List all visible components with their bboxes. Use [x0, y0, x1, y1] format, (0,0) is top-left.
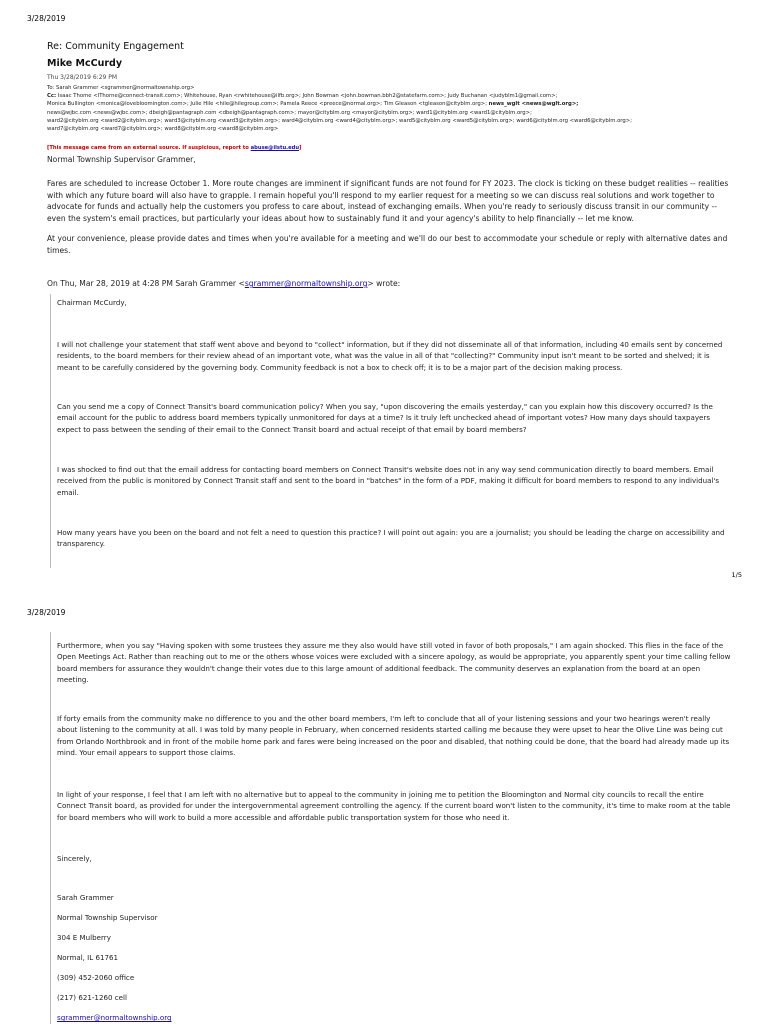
sender-email-link[interactable]: sgrammer@normaltownship.org	[244, 279, 368, 288]
external-source-warning: [This message came from an external source. If suspicious, report to abuse@ilstu.edu]	[47, 145, 302, 151]
signature-city: Normal, IL 61761	[57, 953, 119, 962]
cc-line: ward7@cityblm.org <ward7@cityblm.org>; ward8@cityblm.org <ward8@cityblm.org>	[47, 126, 279, 133]
quoted-salutation: Chairman McCurdy,	[57, 298, 127, 307]
signature-email	[57, 1012, 732, 1023]
quote-header: On Thu, Mar 28, 2019 at 4:28 PM Sarah Grammer <sgrammer@normaltownship.org> wrote:	[47, 279, 401, 288]
cc-line: Monica Bullington <monica@lovebloomington.com>; Julie Hile <hile@hilegroup.com>; Pamela Reece <preece@normal.org>; Tim Gleason <tgleason@cityblm.org>; news_wglt <news@wglt.org>;	[47, 101, 579, 108]
signature-office-phone: (309) 452-2060 office	[57, 973, 135, 982]
report-abuse-link[interactable]: abuse@ilstu.edu	[250, 145, 300, 151]
email-sent-date: Thu 3/28/2019 6:29 PM	[47, 74, 118, 81]
printed-page-2	[0, 600, 768, 1024]
signature-title: Normal Township Supervisor	[57, 913, 158, 922]
page-number: 1/5	[731, 571, 742, 579]
cc-label: Cc:	[47, 93, 57, 100]
quote-bar	[50, 632, 51, 1024]
signature-name: Sarah Grammer	[57, 893, 114, 902]
signature-cell-phone: (217) 621-1260 cell	[57, 993, 127, 1002]
quoted-paragraph: If forty emails from the community make no difference to you and the other board members, I'm left to conclude that all of your listening sessions and your two hearings weren't really about listening to the community at all. I was told by many people in February, when concerned residents started calling me because they were upset to hear the Olive Line was being cut from Orlando Northbrook and in front of the mobile home park and fares were being increased on the poor and disabled, that nothing could be done, that the board had already made up its mind. Your email appears to support those claims.	[57, 714, 730, 757]
reply-paragraph: At your convenience, please provide dates and times when you're available for a meeting and we'll do our best to accommodate your schedule or reply with alternative dates and times.	[47, 234, 728, 255]
print-date: 3/28/2019	[27, 14, 66, 23]
quote-bar	[50, 294, 51, 568]
to-line: To: Sarah Grammer <sgrammer@normaltownship.org>	[47, 85, 195, 91]
signature-address: 304 E Mulberry	[57, 933, 111, 942]
quoted-paragraph: Furthermore, when you say "Having spoken with some trustees they assure me they also would have still voted in favor of both proposals," I am again shocked. This flies in the face of the Open Meetings Act. Rather than reaching out to me or the others whose voices were excluded with a sincere apology, as would be appropriate, you apparently spent your time calling fellow board members for assurance they wouldn't change their votes due to this large amount of additional feedback. The community deserves an explanation from the board at an open meeting.	[57, 641, 731, 684]
reply-paragraph: Fares are scheduled to increase October 1. More route changes are imminent if significant funds are not found for FY 2023. The clock is ticking on these budget realities -- realities with which any future board will also have to grapple. I remain hopeful you'll respond to my earlier request for a meeting so we can discuss real solutions and work together to advocate for funds and actually help the customers you profess to care about, instead of exchanging emails. When you're ready to seriously discuss transit in our community -- even the system's email practices, but particularly your ideas about how to sustainably fund it and your agency's ability to help financially -- let me know.	[47, 179, 729, 223]
print-date: 3/28/2019	[27, 608, 66, 617]
cc-line: news@wjbc.com <news@wjbc.com>; dbeigh@pantagraph.com <dbeigh@pantagraph.com>; mayor@cityblm.org <mayor@cityblm.org>; ward1@cityblm.org <ward1@cityblm.org>;	[47, 109, 532, 116]
email-subject: Re: Community Engagement	[47, 41, 184, 52]
quoted-paragraph: How many years have you been on the board and not felt a need to question this practice? I will point out again: you are a journalist; you should be leading the charge on accessibility and transparency.	[57, 528, 725, 549]
email-recipients	[47, 84, 747, 133]
reply-greeting: Normal Township Supervisor Grammer,	[47, 155, 196, 164]
signature-email-link[interactable]: sgrammer@normaltownship.org	[57, 1013, 172, 1022]
quoted-paragraph: Can you send me a copy of Connect Transit's board communication policy? When you say, "upon discovering the emails yesterday," can you explain how this discovery occurred? Is the email account for the public to address board members typically unmonitored for days at a time? Is it truly left unchecked ahead of important votes? How many days should taxpayers expect to pass between the sending of their email to the Connect Transit board and actual receipt of that email by board members?	[57, 402, 713, 434]
closing: Sincerely,	[57, 854, 92, 863]
quoted-paragraph: In light of your response, I feel that I am left with no alternative but to appeal to the community in joining me to petition the Bloomington and Normal city councils to recall the entire Connect Transit board, as provided for under the intergovernmental agreement controlling the agency. If the current board won't listen to the community, it's time to make room at the table for board members who will work to build a more accessible and affordable public transportation system for those who need it.	[57, 790, 731, 822]
cc-line: ward2@cityblm.org <ward2@cityblm.org>; ward3@cityblm.org <ward3@cityblm.org>; ward4@cityblm.org <ward4@cityblm.org>; ward5@cityblm.org <ward5@cityblm.org>; ward6@cityblm.org <ward6@cityblm.org>;	[47, 117, 632, 124]
quoted-paragraph: I was shocked to find out that the email address for contacting board members on Connect Transit's website does not in any way send communication directly to board members. Email received from the public is monitored by Connect Transit staff and sent to the board in "batches" in the form of a PDF, making it difficult for board members to respond to any individual's email.	[57, 465, 720, 497]
quoted-paragraph: I will not challenge your statement that staff went above and beyond to "collect" information, but if they did not disseminate all of that information, including 40 emails sent by concerned residents, to the board members for their review ahead of an important vote, what was the value in all of that "collecting?" Community input isn't meant to be sorted and shelved; it is meant to be carefully considered by the governing body. Community feedback is not a box to check off; it is to be a major part of the decision making process.	[57, 340, 723, 372]
cc-line: Cc: Isaac Thome <IThorne@connect-transit.com>; Whitehouse, Ryan <rwhitehouse@ilfb.org>; John Bowman <john.bowman.bbh2@statefarm.com>; Judy Buchanan <judyblm1@gmail.com>;	[47, 93, 558, 100]
email-sender: Mike McCurdy	[47, 58, 123, 69]
